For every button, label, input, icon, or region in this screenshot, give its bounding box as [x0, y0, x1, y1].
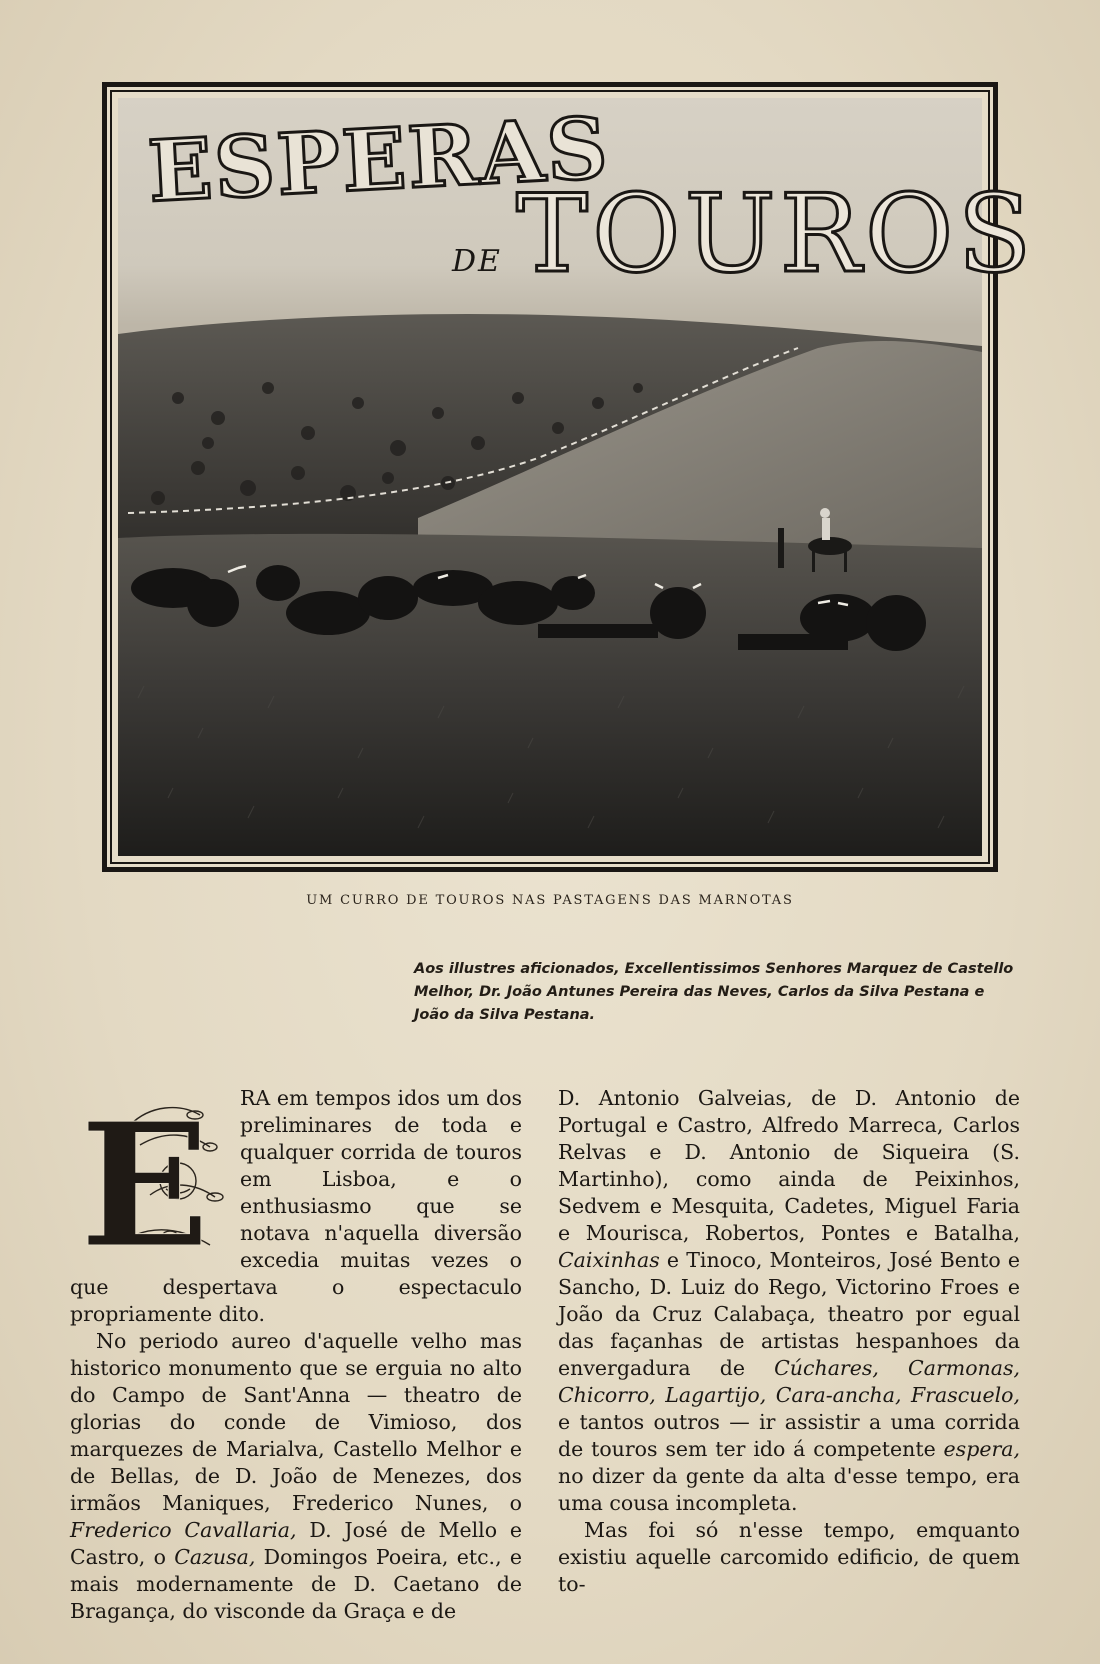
paragraph-3-italic-3: espera, — [943, 1437, 1020, 1461]
title-word-esperas: ESPERAS — [145, 97, 612, 222]
paragraph-2-italic-2: Cazusa, — [174, 1545, 256, 1569]
paragraph-2-text-b: D. José de Mello e Castro, o — [70, 1518, 522, 1569]
paragraph-2-text-a: No periodo aureo d'aquelle velho mas historico monumento que se erguia no alto do Campo de Sant'Anna — theatro de glorias do conde de Vimioso, dos marquezes de Marialva, Castello Melhor e de Bellas, de D. João de Menezes, dos irmãos Maniques, Frederico Nunes, o — [70, 1329, 522, 1515]
paragraph-3-text-c: e tantos outros — ir assistir a uma corrida de touros sem ter ido á competente — [558, 1410, 1020, 1461]
paragraph-4: Mas foi só n'esse tempo, emquanto existiu aquelle carcomido edificio, de quem to- — [558, 1518, 1020, 1596]
dedication-text: Aos illustres aficionados, Excellentissimos Senhores Marquez de Castello Melhor, Dr. João Antunes Pereira das Neves, Carlos da Silva Pestana e João da Silva Pestana. — [414, 961, 1014, 1023]
article-column-right — [558, 1085, 1020, 1598]
article-column-left — [70, 1085, 522, 1625]
paragraph-3-italic-2: Cúchares, Carmonas, Chicorro, Lagartijo, Cara-ancha, Frascuelo, — [558, 1356, 1020, 1407]
paragraph-1-text: em tempos idos um dos preliminares de toda e qualquer corrida de touros em Lisboa, e o enthusiasmo que se notava n'aquella diversão excedia muitas vezes o que despertava o espectaculo propriamente dito. — [70, 1086, 522, 1326]
drop-cap — [70, 1085, 230, 1286]
drop-cap-letter: E — [80, 1086, 210, 1286]
pasture-photograph — [118, 97, 1036, 856]
paragraph-2-italic-1: Frederico Cavallaria, — [70, 1518, 297, 1542]
photo-caption: UM CURRO DE TOUROS NAS PASTAGENS DAS MARNOTAS — [306, 893, 794, 908]
title-word-de: DE — [452, 244, 502, 279]
paragraph-3-text-b: e Tinoco, Monteiros, José Bento e Sancho, D. Luiz do Rego, Victorino Froes e João da Cruz Calabaça, theatro por egual das façanhas de artistas hespanhoes da envergadura de — [558, 1248, 1020, 1380]
paragraph-3-text-d: no dizer da gente da alta d'esse tempo, era uma cousa incompleta. — [558, 1464, 1020, 1515]
drop-cap-ornament — [70, 1085, 230, 1286]
paragraph-2-text-c: Domingos Poeira, etc., e mais modernamente de D. Caetano de Bragança, do visconde da Graça e de — [70, 1545, 522, 1623]
pasture-field — [118, 534, 982, 856]
paragraph-3 — [558, 1085, 1020, 1517]
paragraph-2 — [70, 1328, 522, 1625]
paragraph-1-opening: RA — [240, 1086, 271, 1110]
paragraph-3-text-a: D. Antonio Galveias, de D. Antonio de Portugal e Castro, Alfredo Marreca, Carlos Relvas e D. Antonio de Siqueira (S. Martinho), como ainda de Peixinhos, Sedvem e Mesquita, Cadetes, Miguel Faria e Mourisca, Robertos, Pontes e Batalha, — [558, 1086, 1020, 1245]
title-word-touros: TOUROS — [516, 172, 1036, 297]
paragraph-3-italic-1: Caixinhas — [558, 1248, 660, 1272]
